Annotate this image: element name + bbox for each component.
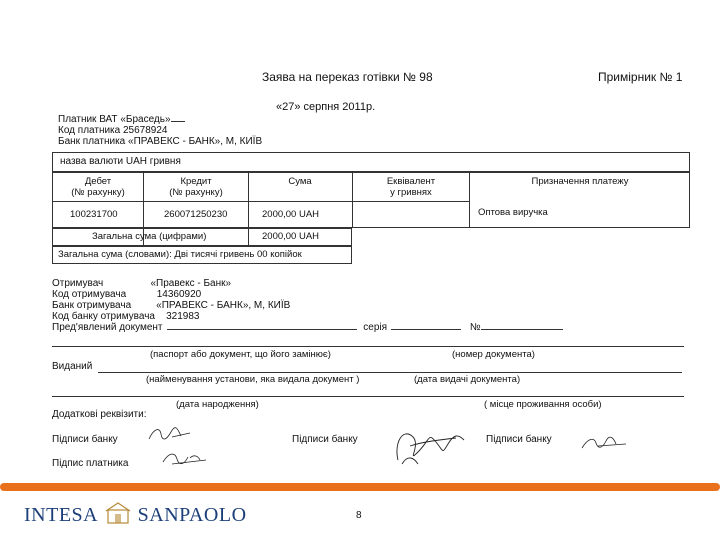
total-figures-value: 2000,00 UAH	[262, 231, 320, 242]
header-debit: Дебет (№ рахунку)	[71, 176, 125, 198]
credit-account: 260071250230	[164, 209, 228, 220]
payment-purpose: Оптова виручка	[478, 207, 548, 218]
caption-birth-date: (дата народження)	[176, 399, 259, 410]
recipient-code: Код отримувача 14360920	[52, 289, 202, 300]
form-title: Заява на переказ готівки № 98	[262, 70, 433, 84]
page-number: 8	[356, 510, 362, 521]
header-amount: Сума	[288, 176, 312, 187]
header-credit: Кредит (№ рахунку)	[169, 176, 223, 198]
recipient-bank-code: Код банку отримувача 321983	[52, 311, 200, 322]
payer-bank: Банк платника «ПРАВЕКС - БАНК», М, КИЇВ	[58, 136, 263, 147]
amount-value: 2000,00 UAH	[262, 209, 320, 220]
form-date: «27» серпня 2011р.	[276, 101, 376, 113]
footer-accent-line	[0, 483, 720, 491]
bank-signature-1	[146, 424, 192, 446]
payer-code: Код платника 25678924	[58, 125, 168, 136]
caption-doc-number: (номер документа)	[452, 349, 535, 360]
debit-account: 100231700	[70, 209, 118, 220]
bank-signature-2	[388, 424, 472, 470]
total-figures-label: Загальна сума (цифрами)	[92, 231, 207, 242]
recipient-bank: Банк отримувача «ПРАВЕКС - БАНК», М, КИЇВ	[52, 300, 291, 311]
bank-signature-3	[578, 432, 628, 454]
bank-signatures-label-2: Підписи банку	[292, 434, 358, 445]
bank-signatures-label-1: Підписи банку	[52, 434, 118, 445]
house-icon	[105, 502, 131, 524]
payer-name: Платник ВАТ «Браседь»	[58, 114, 185, 125]
bank-signatures-label-3: Підписи банку	[486, 434, 552, 445]
issued-label: Виданий	[52, 361, 93, 372]
caption-issue-date: (дата видачі документа)	[414, 374, 521, 385]
intesa-sanpaolo-logo: INTESA SANPAOLO	[24, 504, 247, 526]
copy-number: Примірник № 1	[598, 70, 683, 84]
recipient-name: Отримувач «Правекс - Банк»	[52, 278, 232, 289]
header-purpose: Призначення платежу	[531, 176, 629, 187]
caption-residence: ( місце проживання особи)	[484, 399, 602, 410]
header-equivalent: Еквівалент у гривнях	[386, 176, 436, 198]
payer-signature-label: Підпис платника	[52, 458, 129, 469]
total-words: Загальна сума (словами): Дві тисячі гривень 00 копійок	[58, 249, 302, 260]
caption-issuer: (найменування установи, яка видала документ )	[146, 374, 360, 385]
presented-document: Пред'явлений документ серія №	[52, 322, 563, 333]
caption-passport: (паспорт або документ, що його замінює)	[150, 349, 331, 360]
extra-details: Додаткові реквізити:	[52, 409, 147, 420]
payer-signature	[160, 448, 210, 470]
currency-name: назва валюти UAH гривня	[60, 156, 181, 167]
